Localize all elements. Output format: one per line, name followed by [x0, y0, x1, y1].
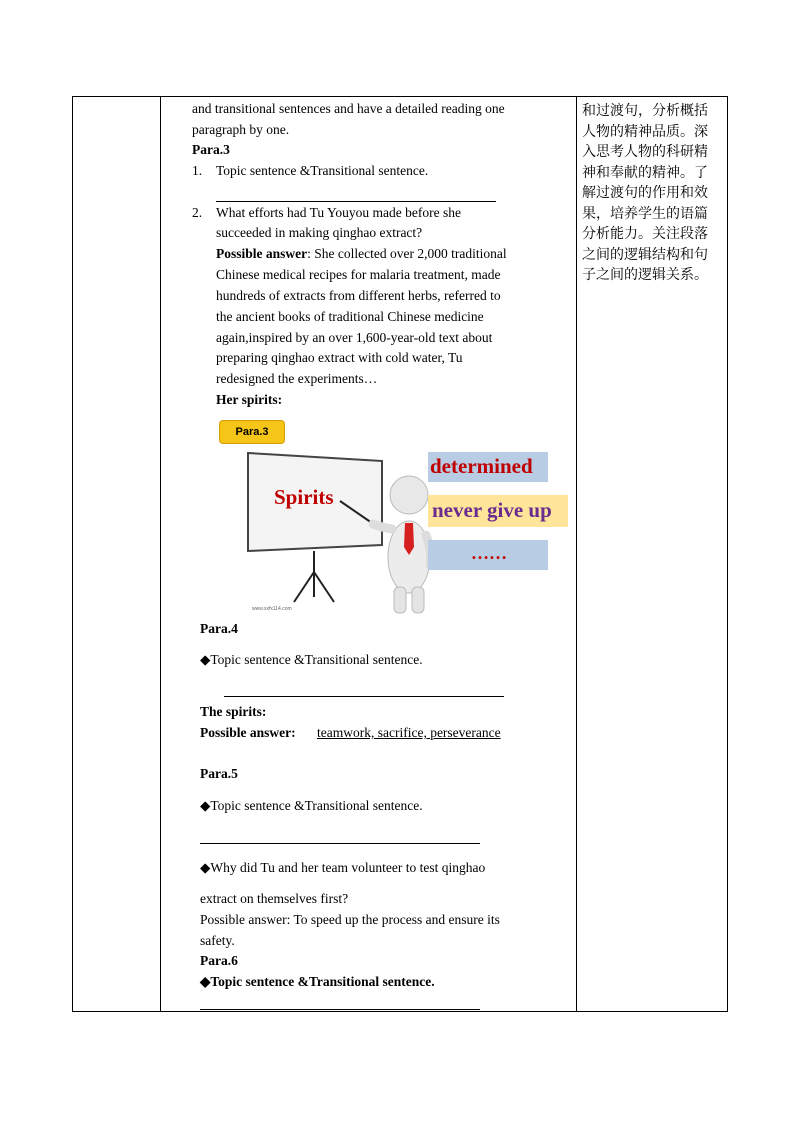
answer-blank-line: [200, 1009, 480, 1010]
intro-line-1: and transitional sentences and have a detailed reading one: [192, 101, 505, 116]
para3-answer-line-3: hundreds of extracts from different herbs, referred to: [216, 288, 501, 303]
para4-heading: Para.4: [200, 621, 238, 636]
column-divider-2: [576, 97, 577, 1011]
lesson-plan-table: [72, 96, 728, 1012]
watermark-text: www.sxfx114.com: [252, 606, 292, 612]
answer-blank-line: [216, 201, 496, 202]
para5-item-2-line-2: extract on themselves first?: [200, 891, 349, 906]
para5-answer-line-1: Possible answer: To speed up the process and ensure its: [200, 912, 500, 927]
para3-q2-line-1: What efforts had Tu Youyou made before she: [216, 205, 461, 220]
keyword-never-give-up: never give up: [432, 498, 552, 522]
objectives-column: 和过渡句，分析概括人物的精神品质。深入思考人物的科研精神和奉献的精神。了解过渡句的作用和效果，培养学生的语篇分析能力。关注段落之间的逻辑结构和句子之间的逻辑关系。: [582, 103, 708, 283]
para3-answer-line-6: preparing qinghao extract with cold water, Tu: [216, 350, 463, 365]
para3-answer-line-4: the ancient books of traditional Chinese medicine: [216, 309, 484, 324]
para3-q1-number: 1.: [192, 163, 203, 178]
para3-q2-line-2: succeeded in making qinghao extract?: [216, 225, 423, 240]
para3-heading: Para.3: [192, 142, 230, 157]
answer-blank-line: [200, 843, 480, 844]
para6-heading: Para.6: [200, 953, 238, 968]
board-word: Spirits: [274, 485, 334, 509]
para5-heading: Para.5: [200, 766, 238, 781]
the-spirits-label: The spirits:: [200, 704, 267, 719]
para3-answer-line-1: Possible answer: She collected over 2,000 traditional: [216, 246, 507, 261]
intro-line-2: paragraph by one.: [192, 122, 290, 137]
para3-answer-line-7: redesigned the experiments…: [216, 371, 378, 386]
para3-answer-line-5: again,inspired by an over 1,600-year-old text about: [216, 330, 493, 345]
para4-answer: teamwork, sacrifice, perseverance: [317, 725, 501, 740]
column-divider-1: [160, 97, 161, 1011]
keyword-determined: determined: [430, 454, 533, 478]
answer-blank-line: [224, 696, 504, 697]
para6-item: ◆Topic sentence &Transitional sentence.: [200, 974, 435, 989]
keyword-ellipsis: ……: [471, 543, 507, 563]
para3-q2-number: 2.: [192, 205, 203, 220]
para4-item: ◆Topic sentence &Transitional sentence.: [200, 652, 423, 667]
para3-answer-line-2: Chinese medical recipes for malaria treatment, made: [216, 267, 501, 282]
her-spirits-label: Her spirits:: [216, 392, 283, 407]
para5-answer-line-2: safety.: [200, 933, 235, 948]
para5-item-1: ◆Topic sentence &Transitional sentence.: [200, 798, 423, 813]
para3-q1: Topic sentence &Transitional sentence.: [216, 163, 429, 178]
possible-answer-label: Possible answer: [216, 246, 308, 261]
para3-badge: Para.3: [219, 420, 285, 444]
para5-item-2-line-1: ◆Why did Tu and her team volunteer to test qinghao: [200, 860, 486, 875]
para4-answer-label: Possible answer:: [200, 725, 296, 740]
